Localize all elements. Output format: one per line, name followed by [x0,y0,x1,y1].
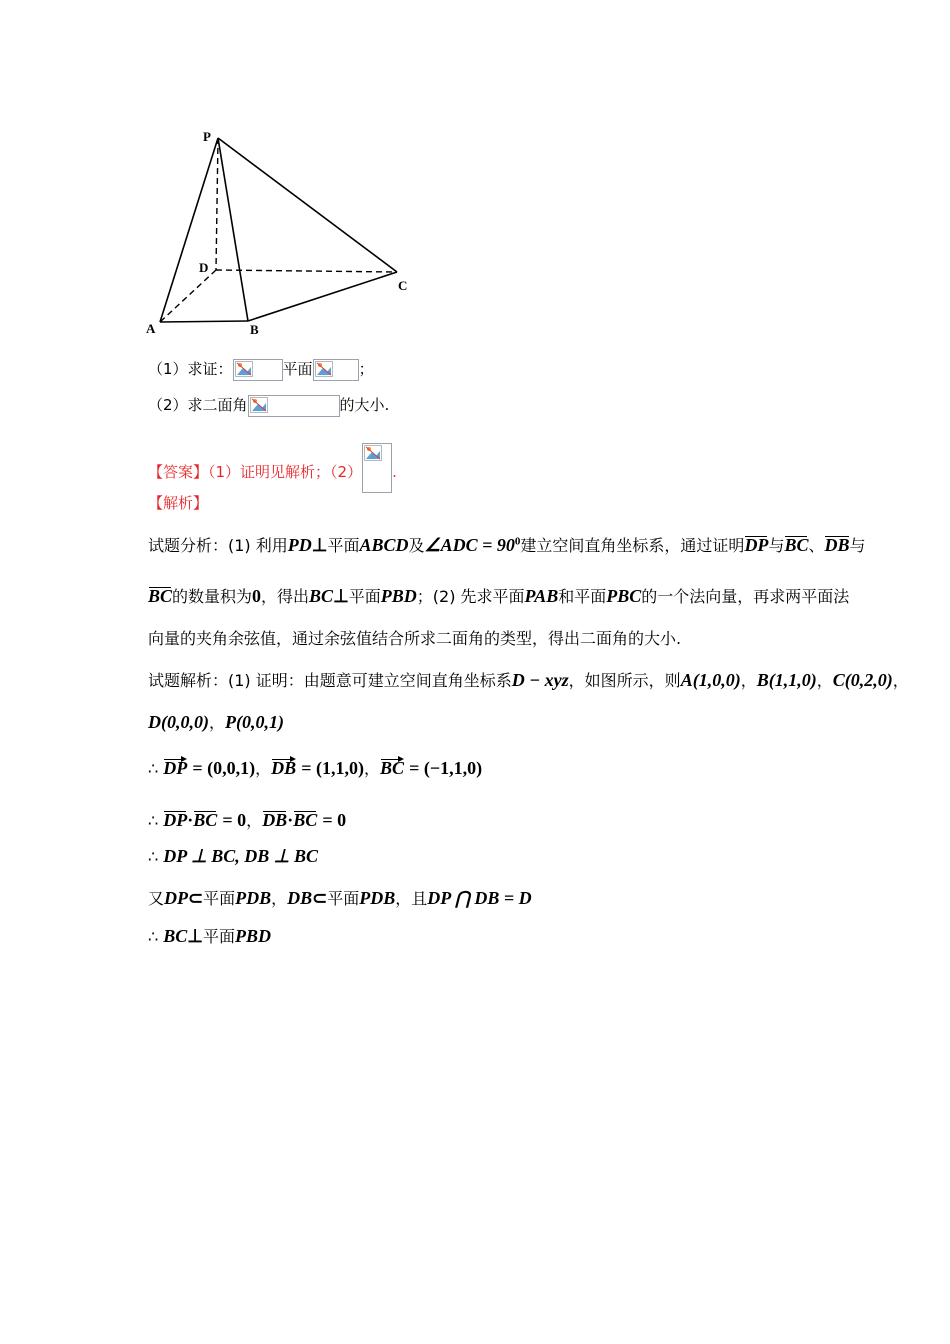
question-1: （1）求证： 平面 ； [148,358,374,381]
edge-BC [248,272,397,321]
solution-conclusion: ∴ BC⊥平面PBD [148,926,271,946]
answer-line: 【答案】（1）证明见解析；（2） . [148,443,397,493]
analysis-label: 【解析】 [148,494,209,512]
edge-PC [218,138,397,272]
broken-image-icon [362,443,392,493]
edge-PB [218,138,248,321]
solution-perp: ∴ DP ⊥ BC, DB ⊥ BC [148,846,318,866]
solution-dot-products: ∴ DP·BC = 0，DB·BC = 0 [148,810,347,830]
vertex-label-A: A [146,321,156,336]
edge-PA [160,138,218,322]
analysis-para-3: 向量的夹角余弦值，通过余弦值结合所求二面角的类型，得出二面角的大小. [148,629,682,648]
edge-PD [216,138,218,270]
analysis-para-2: BC的数量积为0，得出BC⊥平面PBD；(2) 先求平面PAB和平面PBC的一个法向量，再求两平面法 [148,586,850,606]
solution-vectors: ∴ DP = (0,0,1)，DB = (1,1,0)，BC = (−1,1,0) [148,758,483,778]
edge-DC [216,270,397,272]
vertex-label-D: D [199,260,209,275]
pyramid-diagram [140,120,430,350]
broken-image-icon [233,359,283,381]
vertex-label-C: C [398,278,408,293]
solution-para-1: 试题解析：(1) 证明：由题意可建立空间直角坐标系D − xyz，如图所示，则A(1,0,0)，B(1,1,0)，C(0,2,0)， [148,670,909,690]
pyramid-figure [140,120,430,354]
broken-image-icon [248,395,340,417]
solution-para-2: D(0,0,0)，P(0,0,1) [148,712,284,732]
vertex-label-P: P [203,129,211,144]
edge-AB [160,321,248,322]
solution-subset: 又DP⊂平面PDB，DB⊂平面PDB，且DP ⋂ DB = D [148,888,532,908]
broken-image-icon [313,359,359,381]
question-2: （2）求二面角 的大小. [148,394,389,417]
vertex-label-B: B [250,322,259,337]
answer-label: 【答案】 [148,463,209,481]
analysis-para-1: 试题分析：(1) 利用PD⊥平面ABCD及∠ADC = $90^0$建立空间直角坐标系，通过证明DP与BC、DB与 [148,535,866,555]
